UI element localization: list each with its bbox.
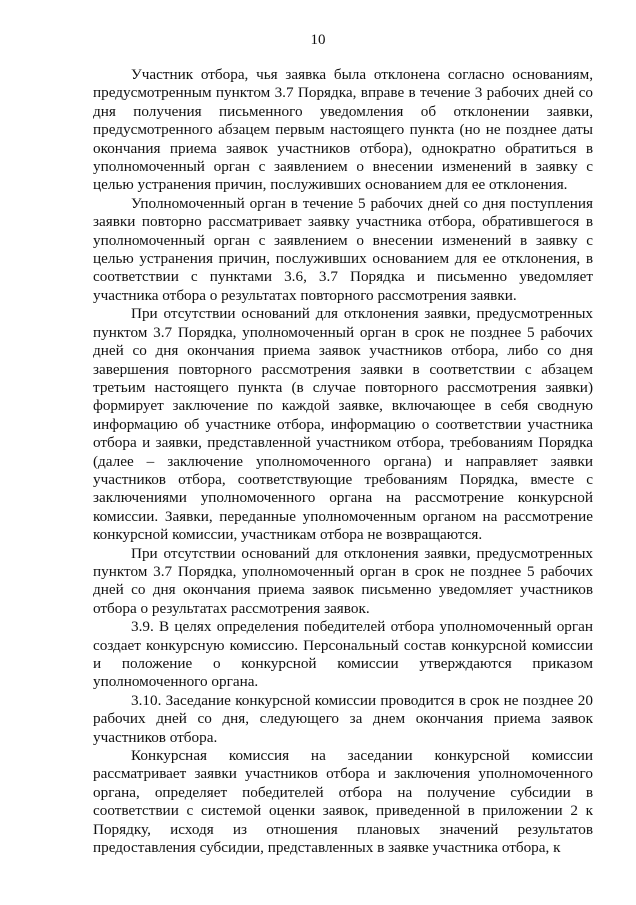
document-body [93, 66, 593, 857]
paragraph-repeat-review: Уполномоченный орган в течение 5 рабочих дней со дня поступления заявки повторно рассматривает заявку участника отбора, обратившегося в уполномоченный орган с заявлением о внесении изменений в заявку с целью устранения причин, послуживших основанием для ее отклонения, в соответствии с пунктами 3.6, 3.7 Порядка и письменно уведомляет участника отбора о результатах повторного рассмотрения заявки. [93, 194, 593, 304]
paragraph-3-10-meeting: 3.10. Заседание конкурсной комиссии проводится в срок не позднее 20 рабочих дней со дня, следующего за днем окончания приема заявок участников отбора. [93, 691, 593, 746]
paragraph-conclusion-formation: При отсутствии оснований для отклонения заявки, предусмотренных пунктом 3.7 Порядка, уполномоченный орган в срок не позднее 5 рабочих дней со дня окончания приема заявок участников отбора, либо со дня завершения повторного рассмотрения заявки в соответствии с абзацем третьим настоящего пункта (в случае повторного рассмотрения заявки) формирует заключение по каждой заявке, включающее в себя сводную информацию об участнике отбора, информацию о соответствии участника отбора и заявки, представленной участником отбора, требованиям Порядка (далее – заключение уполномоченного органа) и направляет заявки участников отбора, соответствующие требованиям Порядка, вместе с заключениями уполномоченного органа на рассмотрение конкурсной комиссии. Заявки, переданные уполномоченным органом на рассмотрение конкурсной комиссии, участникам отбора не возвращаются. [93, 305, 593, 544]
page-number: 10 [310, 32, 326, 48]
paragraph-resubmission-right: Участник отбора, чья заявка была отклонена согласно основаниям, предусмотренным пунктом 3.7 Порядка, вправе в течение 3 рабочих дней со дня получения письменного уведомления об отклонении заявки, предусмотренного абзацем первым настоящего пункта (но не позднее даты окончания приема заявок участников отбора), однократно обратиться в уполномоченный орган с заявлением о внесении изменений в заявку с целью устранения причин, послуживших основанием для ее отклонения. [93, 66, 593, 194]
paragraph-review-notification: При отсутствии оснований для отклонения заявки, предусмотренных пунктом 3.7 Порядка, уполномоченный орган в срок не позднее 5 рабочих дней со дня окончания приема заявок письменно уведомляет участников отбора о результатах рассмотрения заявок. [93, 544, 593, 617]
paragraph-3-9-commission: 3.9. В целях определения победителей отбора уполномоченный орган создает конкурсную комиссию. Персональный состав конкурсной комиссии и положение о конкурсной комиссии утверждаются приказом уполномоченного органа. [93, 618, 593, 691]
paragraph-commission-review: Конкурсная комиссия на заседании конкурсной комиссии рассматривает заявки участников отбора и заключения уполномоченного органа, определяет победителей отбора на получение субсидии в соответствии с системой оценки заявок, приведенной в приложении 2 к Порядку, исходя из отношения плановых значений результатов предоставления субсидии, представленных в заявке участника отбора, к [93, 747, 593, 857]
